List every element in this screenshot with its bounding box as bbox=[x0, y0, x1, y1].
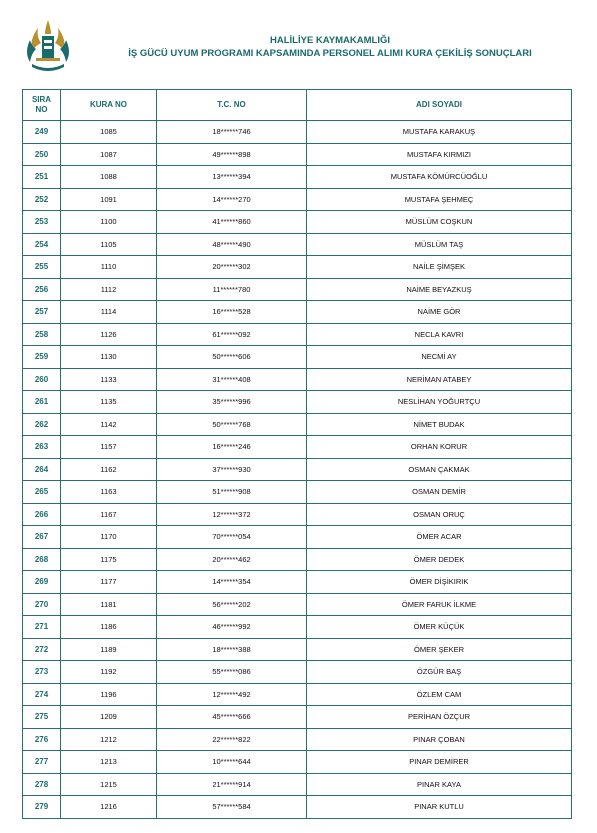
kura-no-cell: 1209 bbox=[61, 706, 157, 729]
kura-no-cell: 1196 bbox=[61, 683, 157, 706]
kura-no-cell: 1133 bbox=[61, 368, 157, 391]
sira-cell: 263 bbox=[23, 436, 61, 459]
table-row bbox=[23, 413, 572, 436]
name-cell: PINAR KUTLU bbox=[307, 796, 572, 819]
table-row bbox=[23, 346, 572, 369]
table-row bbox=[23, 683, 572, 706]
sira-cell: 278 bbox=[23, 773, 61, 796]
sira-cell: 253 bbox=[23, 211, 61, 234]
tc-no-cell: 50******768 bbox=[157, 413, 307, 436]
tc-no-cell: 11******780 bbox=[157, 278, 307, 301]
tc-no-cell: 56******202 bbox=[157, 593, 307, 616]
kura-no-cell: 1167 bbox=[61, 503, 157, 526]
table-row bbox=[23, 706, 572, 729]
tc-no-cell: 70******054 bbox=[157, 526, 307, 549]
table-row bbox=[23, 638, 572, 661]
sira-cell: 260 bbox=[23, 368, 61, 391]
table-row bbox=[23, 751, 572, 774]
tc-no-cell: 20******302 bbox=[157, 256, 307, 279]
name-cell: NERİMAN ATABEY bbox=[307, 368, 572, 391]
table-body bbox=[23, 121, 572, 819]
header-kura-no: KURA NO bbox=[61, 90, 157, 121]
name-cell: ÖMER ACAR bbox=[307, 526, 572, 549]
table-row bbox=[23, 503, 572, 526]
header-subtitle: İŞ GÜCÜ UYUM PROGRAMI KAPSAMINDA PERSONEL ALIMI KURA ÇEKİLİŞ SONUÇLARI bbox=[128, 48, 532, 59]
tc-no-cell: 12******372 bbox=[157, 503, 307, 526]
kura-no-cell: 1088 bbox=[61, 166, 157, 189]
name-cell: PINAR ÇOBAN bbox=[307, 728, 572, 751]
table-row bbox=[23, 458, 572, 481]
sira-cell: 255 bbox=[23, 256, 61, 279]
name-cell: ÖZLEM CAM bbox=[307, 683, 572, 706]
kura-no-cell: 1177 bbox=[61, 571, 157, 594]
sira-cell: 271 bbox=[23, 616, 61, 639]
tc-no-cell: 41******860 bbox=[157, 211, 307, 234]
kura-no-cell: 1175 bbox=[61, 548, 157, 571]
name-cell: ORHAN KORUR bbox=[307, 436, 572, 459]
kura-no-cell: 1105 bbox=[61, 233, 157, 256]
table-row bbox=[23, 728, 572, 751]
table-row bbox=[23, 526, 572, 549]
header-tc-no: T.C. NO bbox=[157, 90, 307, 121]
table-row bbox=[23, 166, 572, 189]
sira-cell: 252 bbox=[23, 188, 61, 211]
table-row bbox=[23, 436, 572, 459]
tc-no-cell: 57******584 bbox=[157, 796, 307, 819]
name-cell: NECMİ AY bbox=[307, 346, 572, 369]
kura-no-cell: 1114 bbox=[61, 301, 157, 324]
tc-no-cell: 51******908 bbox=[157, 481, 307, 504]
header-adi-soyadi: ADI SOYADI bbox=[307, 90, 572, 121]
table-row bbox=[23, 301, 572, 324]
name-cell: OSMAN ORUÇ bbox=[307, 503, 572, 526]
header-sira-line1: SIRA bbox=[31, 95, 52, 104]
sira-cell: 266 bbox=[23, 503, 61, 526]
sira-cell: 276 bbox=[23, 728, 61, 751]
kura-no-cell: 1100 bbox=[61, 211, 157, 234]
name-cell: MUSTAFA KÖMÜRCÜOĞLU bbox=[307, 166, 572, 189]
sira-cell: 269 bbox=[23, 571, 61, 594]
table-row bbox=[23, 256, 572, 279]
sira-cell: 272 bbox=[23, 638, 61, 661]
tc-no-cell: 18******746 bbox=[157, 121, 307, 144]
kura-no-cell: 1112 bbox=[61, 278, 157, 301]
sira-cell: 279 bbox=[23, 796, 61, 819]
name-cell: MUSTAFA KARAKUŞ bbox=[307, 121, 572, 144]
tc-no-cell: 14******270 bbox=[157, 188, 307, 211]
kura-no-cell: 1162 bbox=[61, 458, 157, 481]
table-row bbox=[23, 278, 572, 301]
tc-no-cell: 49******898 bbox=[157, 143, 307, 166]
table-row bbox=[23, 368, 572, 391]
name-cell: MÜSLÜM TAŞ bbox=[307, 233, 572, 256]
sira-cell: 275 bbox=[23, 706, 61, 729]
name-cell: NECLA KAVRI bbox=[307, 323, 572, 346]
tc-no-cell: 22******822 bbox=[157, 728, 307, 751]
table-row bbox=[23, 233, 572, 256]
tc-no-cell: 18******388 bbox=[157, 638, 307, 661]
table-row bbox=[23, 661, 572, 684]
sira-cell: 259 bbox=[23, 346, 61, 369]
tc-no-cell: 16******246 bbox=[157, 436, 307, 459]
sira-cell: 270 bbox=[23, 593, 61, 616]
sira-cell: 265 bbox=[23, 481, 61, 504]
kura-no-cell: 1110 bbox=[61, 256, 157, 279]
table-row bbox=[23, 796, 572, 819]
kura-no-cell: 1186 bbox=[61, 616, 157, 639]
kura-no-cell: 1163 bbox=[61, 481, 157, 504]
name-cell: ÖMER KÜÇÜK bbox=[307, 616, 572, 639]
sira-cell: 249 bbox=[23, 121, 61, 144]
name-cell: NAİLE ŞİMŞEK bbox=[307, 256, 572, 279]
kura-no-cell: 1157 bbox=[61, 436, 157, 459]
tc-no-cell: 20******462 bbox=[157, 548, 307, 571]
sira-cell: 257 bbox=[23, 301, 61, 324]
results-table bbox=[22, 89, 572, 819]
tc-no-cell: 31******408 bbox=[157, 368, 307, 391]
kura-no-cell: 1189 bbox=[61, 638, 157, 661]
name-cell: ÖMER DİŞİKIRIK bbox=[307, 571, 572, 594]
sira-cell: 268 bbox=[23, 548, 61, 571]
header-sira-no bbox=[23, 90, 61, 121]
table-row bbox=[23, 121, 572, 144]
name-cell: NAİME BEYAZKUŞ bbox=[307, 278, 572, 301]
tc-no-cell: 61******092 bbox=[157, 323, 307, 346]
name-cell: OSMAN ÇAKMAK bbox=[307, 458, 572, 481]
kura-no-cell: 1130 bbox=[61, 346, 157, 369]
name-cell: OSMAN DEMİR bbox=[307, 481, 572, 504]
institution-logo bbox=[24, 18, 72, 76]
sira-cell: 267 bbox=[23, 526, 61, 549]
name-cell: NİMET BUDAK bbox=[307, 413, 572, 436]
kura-no-cell: 1142 bbox=[61, 413, 157, 436]
kura-no-cell: 1126 bbox=[61, 323, 157, 346]
table-row bbox=[23, 481, 572, 504]
kura-no-cell: 1213 bbox=[61, 751, 157, 774]
table-row bbox=[23, 391, 572, 414]
name-cell: ÖMER DEDEK bbox=[307, 548, 572, 571]
tc-no-cell: 12******492 bbox=[157, 683, 307, 706]
sira-cell: 251 bbox=[23, 166, 61, 189]
sira-cell: 254 bbox=[23, 233, 61, 256]
sira-cell: 264 bbox=[23, 458, 61, 481]
table-row bbox=[23, 548, 572, 571]
header-title: HALİLİYE KAYMAKAMLIĞI bbox=[270, 35, 390, 46]
table-row bbox=[23, 593, 572, 616]
kura-no-cell: 1212 bbox=[61, 728, 157, 751]
table-row bbox=[23, 143, 572, 166]
header-sira-line2: NO bbox=[35, 105, 48, 114]
sira-cell: 273 bbox=[23, 661, 61, 684]
kura-no-cell: 1135 bbox=[61, 391, 157, 414]
name-cell: ÖZGÜR BAŞ bbox=[307, 661, 572, 684]
sira-cell: 256 bbox=[23, 278, 61, 301]
kura-no-cell: 1192 bbox=[61, 661, 157, 684]
kura-no-cell: 1216 bbox=[61, 796, 157, 819]
table-row bbox=[23, 773, 572, 796]
sira-cell: 277 bbox=[23, 751, 61, 774]
tc-no-cell: 35******996 bbox=[157, 391, 307, 414]
tc-no-cell: 21******914 bbox=[157, 773, 307, 796]
sira-cell: 261 bbox=[23, 391, 61, 414]
kura-no-cell: 1181 bbox=[61, 593, 157, 616]
table-row bbox=[23, 211, 572, 234]
name-cell: PINAR KAYA bbox=[307, 773, 572, 796]
name-cell: NESLİHAN YOĞURTÇU bbox=[307, 391, 572, 414]
name-cell: MÜSLÜM COŞKUN bbox=[307, 211, 572, 234]
kura-no-cell: 1091 bbox=[61, 188, 157, 211]
table-header-row bbox=[23, 90, 572, 121]
name-cell: NAİME GÖR bbox=[307, 301, 572, 324]
kura-no-cell: 1087 bbox=[61, 143, 157, 166]
table-row bbox=[23, 571, 572, 594]
table-row bbox=[23, 188, 572, 211]
table-row bbox=[23, 616, 572, 639]
name-cell: PINAR DEMİRER bbox=[307, 751, 572, 774]
tc-no-cell: 37******930 bbox=[157, 458, 307, 481]
name-cell: ÖMER ŞEKER bbox=[307, 638, 572, 661]
tc-no-cell: 46******992 bbox=[157, 616, 307, 639]
tc-no-cell: 45******666 bbox=[157, 706, 307, 729]
name-cell: PERİHAN ÖZÇUR bbox=[307, 706, 572, 729]
tc-no-cell: 14******354 bbox=[157, 571, 307, 594]
tc-no-cell: 13******394 bbox=[157, 166, 307, 189]
sira-cell: 262 bbox=[23, 413, 61, 436]
sira-cell: 274 bbox=[23, 683, 61, 706]
kura-no-cell: 1085 bbox=[61, 121, 157, 144]
tc-no-cell: 48******490 bbox=[157, 233, 307, 256]
document-header bbox=[80, 34, 580, 61]
kura-no-cell: 1170 bbox=[61, 526, 157, 549]
sira-cell: 250 bbox=[23, 143, 61, 166]
table-row bbox=[23, 323, 572, 346]
tc-no-cell: 55******086 bbox=[157, 661, 307, 684]
tc-no-cell: 50******606 bbox=[157, 346, 307, 369]
tc-no-cell: 16******528 bbox=[157, 301, 307, 324]
name-cell: MUSTAFA KIRMIZI bbox=[307, 143, 572, 166]
name-cell: MUSTAFA ŞEHMEÇ bbox=[307, 188, 572, 211]
tc-no-cell: 10******644 bbox=[157, 751, 307, 774]
kura-no-cell: 1215 bbox=[61, 773, 157, 796]
sira-cell: 258 bbox=[23, 323, 61, 346]
name-cell: ÖMER FARUK İLKME bbox=[307, 593, 572, 616]
